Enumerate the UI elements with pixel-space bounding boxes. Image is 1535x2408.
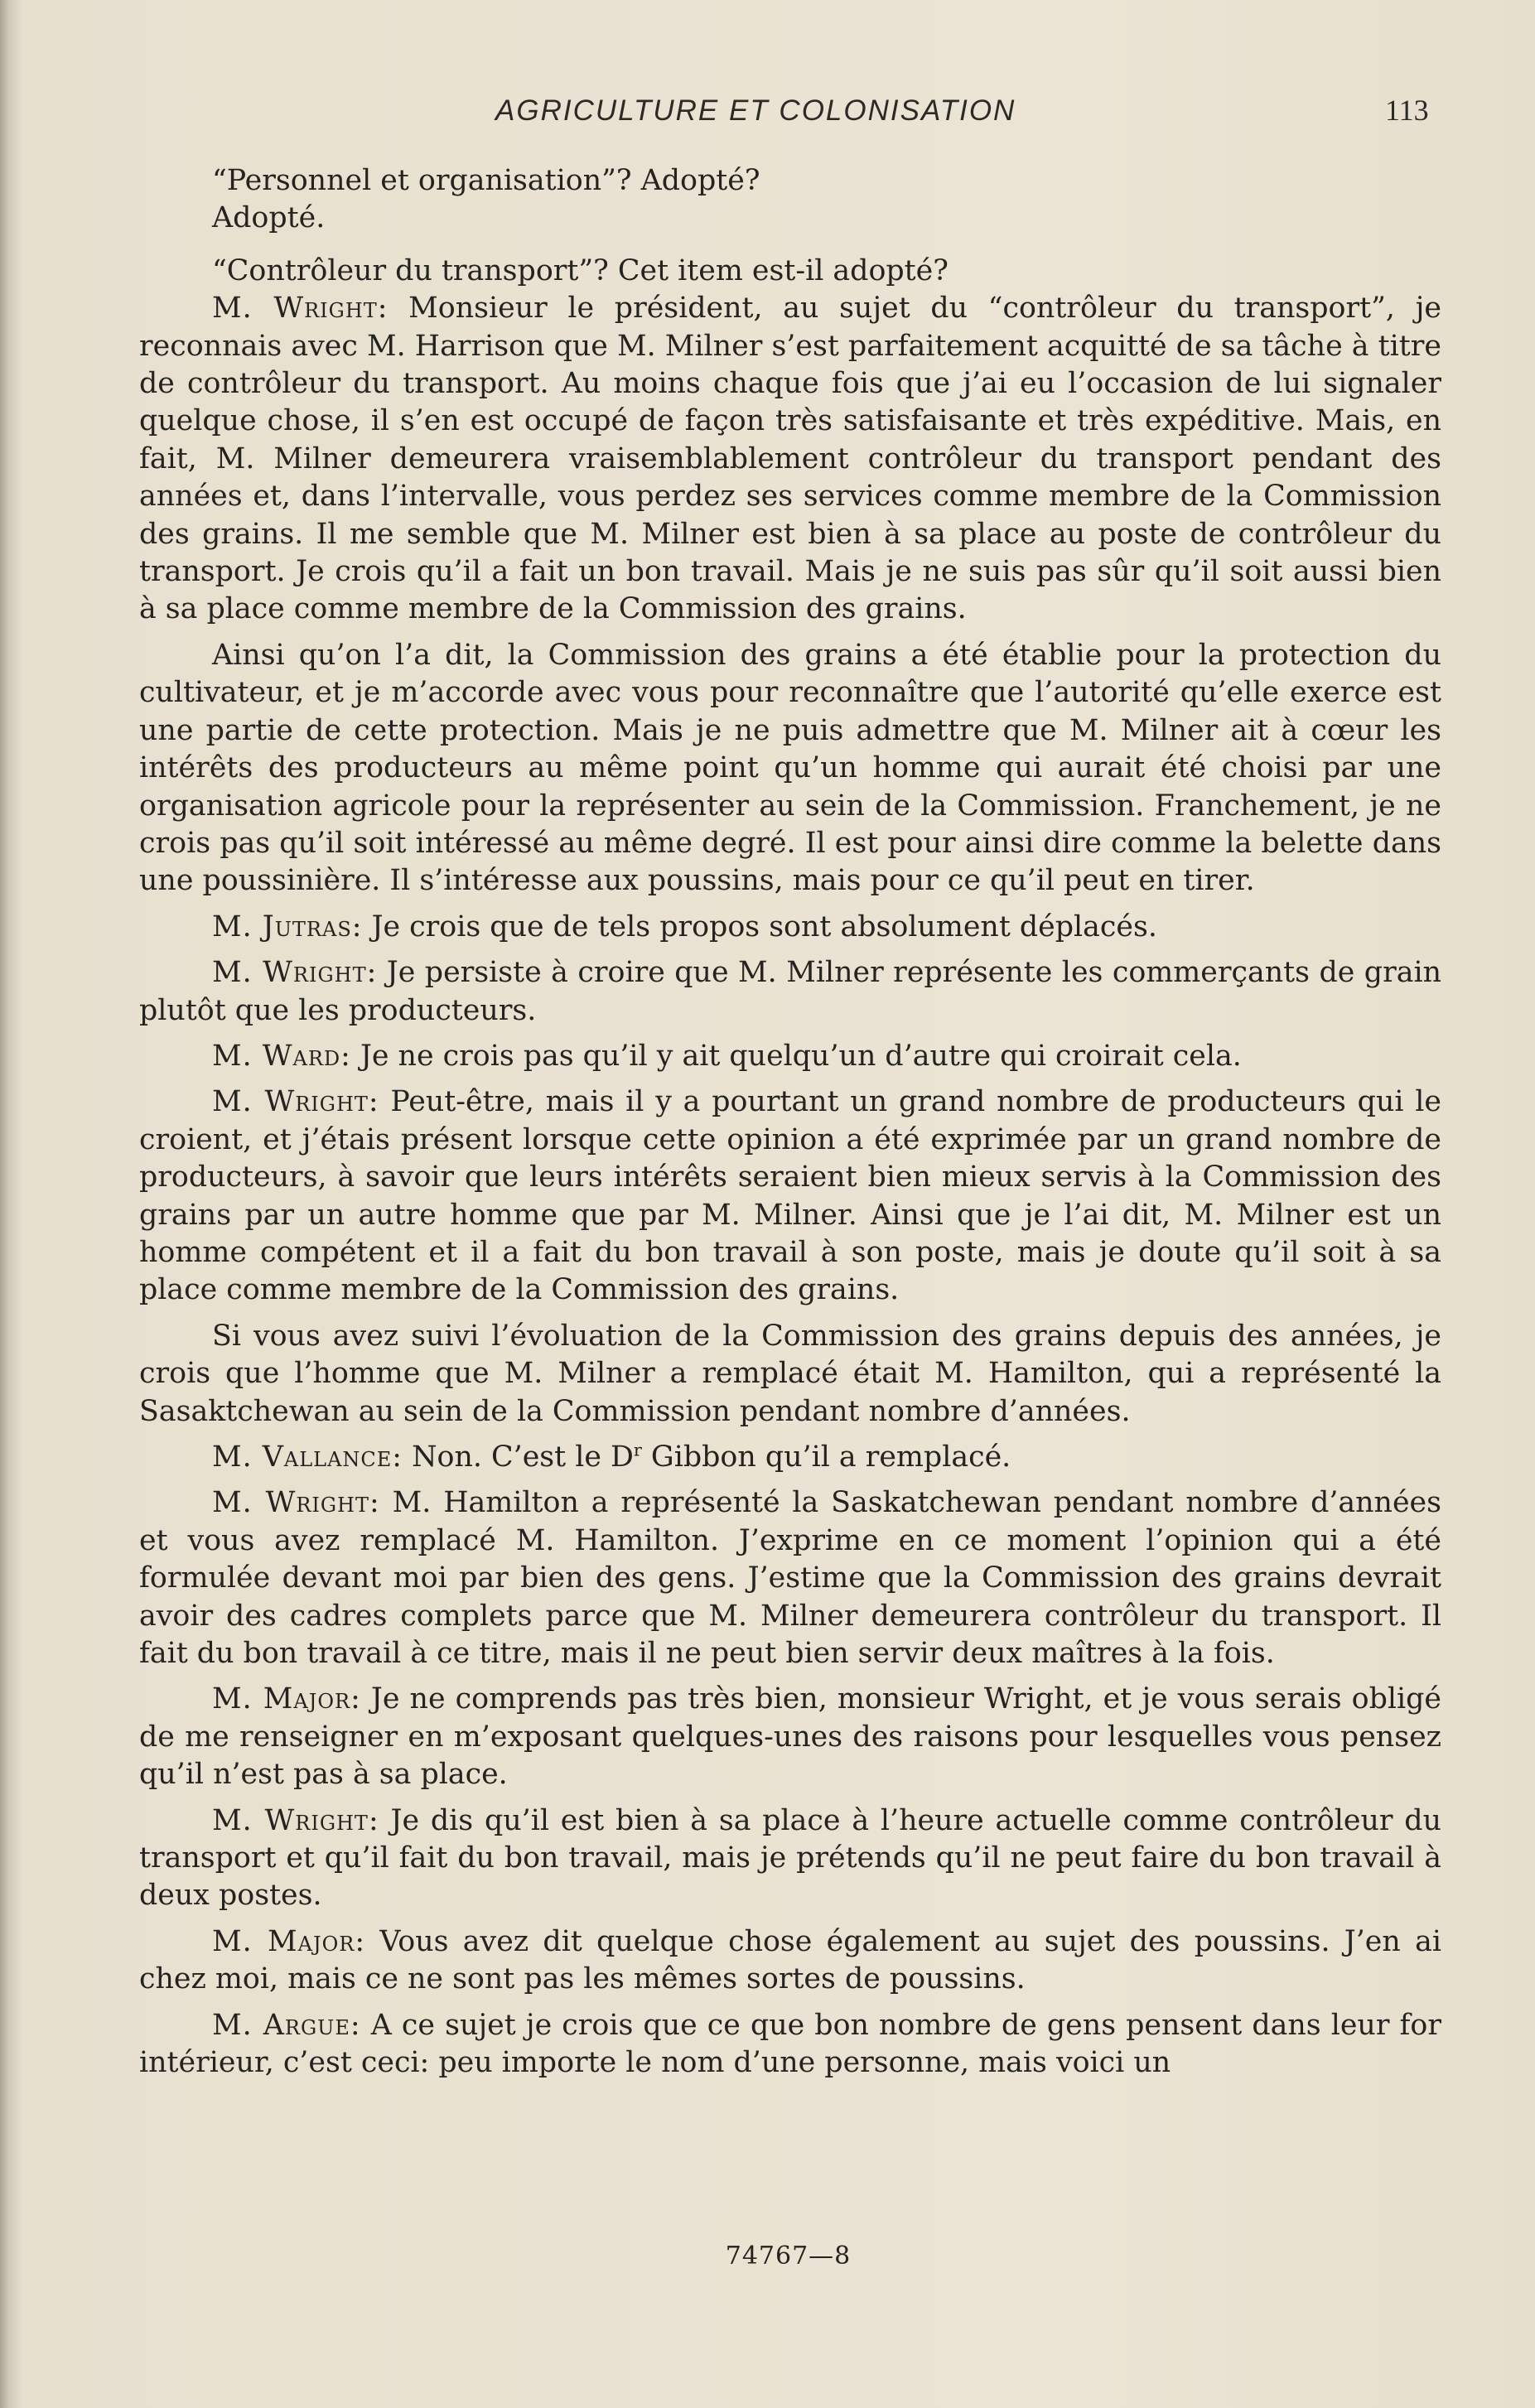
speaker-name: M. Wright:	[212, 292, 389, 326]
speaker-name: M. Major:	[212, 1682, 361, 1716]
speaker-name: M. Vallance:	[212, 1440, 403, 1474]
paragraph: Adopté.	[212, 201, 326, 235]
speaker-name: M. Major:	[212, 1924, 366, 1958]
speaker-paragraph: M. Ward: Je ne crois pas qu’il y ait quelqu’un d’autre qui croirait cela.	[212, 1039, 1242, 1073]
speaker-paragraph: M. Wright: Je dis qu’il est bien à sa place à l’heure actuelle comme contrôleur du transport et qu’il fait du bon travail, mais je prétends qu’il ne peut faire du bon travail à deux postes.	[139, 1803, 1441, 1913]
speaker-name: M. Jutras:	[212, 910, 363, 943]
speaker-paragraph: M. Major: Je ne comprends pas très bien, monsieur Wright, et je vous serais obligé de me renseigner en m’exposant quelques-unes des raisons pour lesquelles vous pensez qu’il n’est pas à sa place.	[139, 1682, 1442, 1792]
speaker-paragraph: M. Wright: M. Hamilton a représenté la Saskatchewan pendant nombre d’années et vous avez remplacé M. Hamilton. J’exprime en ce moment l’opinion qui a été formulée devant moi par bien des gens. J’estime que la Commission des grains devrait avoir des cadres complets parce que M. Milner demeurera contrôleur du transport. Il fait du bon travail à ce titre, mais il ne peut bien servir deux maîtres à la fois.	[139, 1486, 1442, 1671]
page-header	[0, 91, 1535, 133]
signature-number: 74767—8	[725, 2242, 852, 2270]
page-number: 113	[1385, 94, 1429, 127]
speaker-name: M. Wright:	[212, 956, 378, 990]
speaker-name: M. Ward:	[212, 1039, 351, 1073]
speaker-paragraph: M. Wright: Monsieur le président, au sujet du “contrôleur du transport”, je reconnais avec M. Harrison que M. Milner s’est parfaitement acquitté de sa tâche à titre de contrôleur du transport. Au moins chaque fois que j’ai eu l’occasion de lui signaler quelque chose, il s’en est occupé de façon très satisfaisante et très expéditive. Mais, en fait, M. Milner demeurera vraisemblablement contrôleur du transport pendant des années et, dans l’intervalle, vous perdez ses services comme membre de la Commission des grains. Il me semble que M. Milner est bien à sa place au poste de contrôleur du transport. Je crois qu’il a fait un bon travail. Mais je ne suis pas sûr qu’il soit aussi bien à sa place comme membre de la Commission des grains.	[139, 292, 1442, 626]
paragraph: “Personnel et organisation”? Adopté?	[212, 164, 760, 197]
superscript: r	[633, 1440, 642, 1460]
speaker-name: M. Argue:	[212, 2008, 361, 2042]
signature-mark	[0, 2242, 1535, 2270]
speaker-paragraph: M. Major: Vous avez dit quelque chose également au sujet des poussins. J’en ai chez moi, mais ce ne sont pas les mêmes sortes de poussins.	[139, 1924, 1441, 1996]
paragraph: Si vous avez suivi l’évoluation de la Commission des grains depuis des années, je crois que l’homme que M. Milner a remplacé était M. Hamilton, qui a représenté la Sasaktchewan au sein de la Commission pendant nombre d’années.	[139, 1319, 1441, 1428]
speaker-paragraph: M. Argue: A ce sujet je crois que ce que bon nombre de gens pensent dans leur for intérieur, c’est ceci: peu importe le nom d’une personne, mais voici un	[139, 2008, 1442, 2080]
paragraph: Ainsi qu’on l’a dit, la Commission des grains a été établie pour la protection du cultivateur, et je m’accorde avec vous pour reconnaître que l’autorité qu’elle exerce est une partie de cette protection. Mais je ne puis admettre que M. Milner ait à cœur les intérêts des producteurs au même point qu’un homme qui aurait été choisi par une organisation agricole pour la représenter au sein de la Commission. Franchement, je ne crois pas qu’il soit intéressé au même degré. Il est pour ainsi dire comme la belette dans une poussinière. Il s’intéresse aux poussins, mais pour ce qu’il peut en tirer.	[139, 638, 1441, 898]
speaker-name: M. Wright:	[212, 1085, 379, 1119]
speaker-name: M. Wright:	[212, 1803, 379, 1837]
speaker-paragraph: M. Wright: Peut-être, mais il y a pourtant un grand nombre de producteurs qui le croient, et j’étais présent lorsque cette opinion a été exprimée par un grand nombre de producteurs, à savoir que leurs intérêts seraient bien mieux servis à la Commission des grains par un autre homme que par M. Milner. Ainsi que je l’ai dit, M. Milner est un homme compétent et il a fait du bon travail à son poste, mais je doute qu’il soit à sa place comme membre de la Commission des grains.	[139, 1085, 1442, 1307]
speaker-paragraph: M. Vallance: Non. C’est le $D^r$ Gibbon qu’il a remplacé.	[212, 1440, 1011, 1474]
paragraph: “Contrôleur du transport”? Cet item est-il adopté?	[212, 253, 949, 287]
speaker-paragraph: M. Jutras: Je crois que de tels propos sont absolument déplacés.	[212, 910, 1157, 943]
speaker-name: M. Wright:	[212, 1486, 380, 1520]
speaker-paragraph: M. Wright: Je persiste à croire que M. Milner représente les commerçants de grain plutôt que les producteurs.	[139, 956, 1441, 1027]
running-title: AGRICULTURE ET COLONISATION	[495, 94, 1016, 127]
body-text	[139, 162, 1441, 2082]
